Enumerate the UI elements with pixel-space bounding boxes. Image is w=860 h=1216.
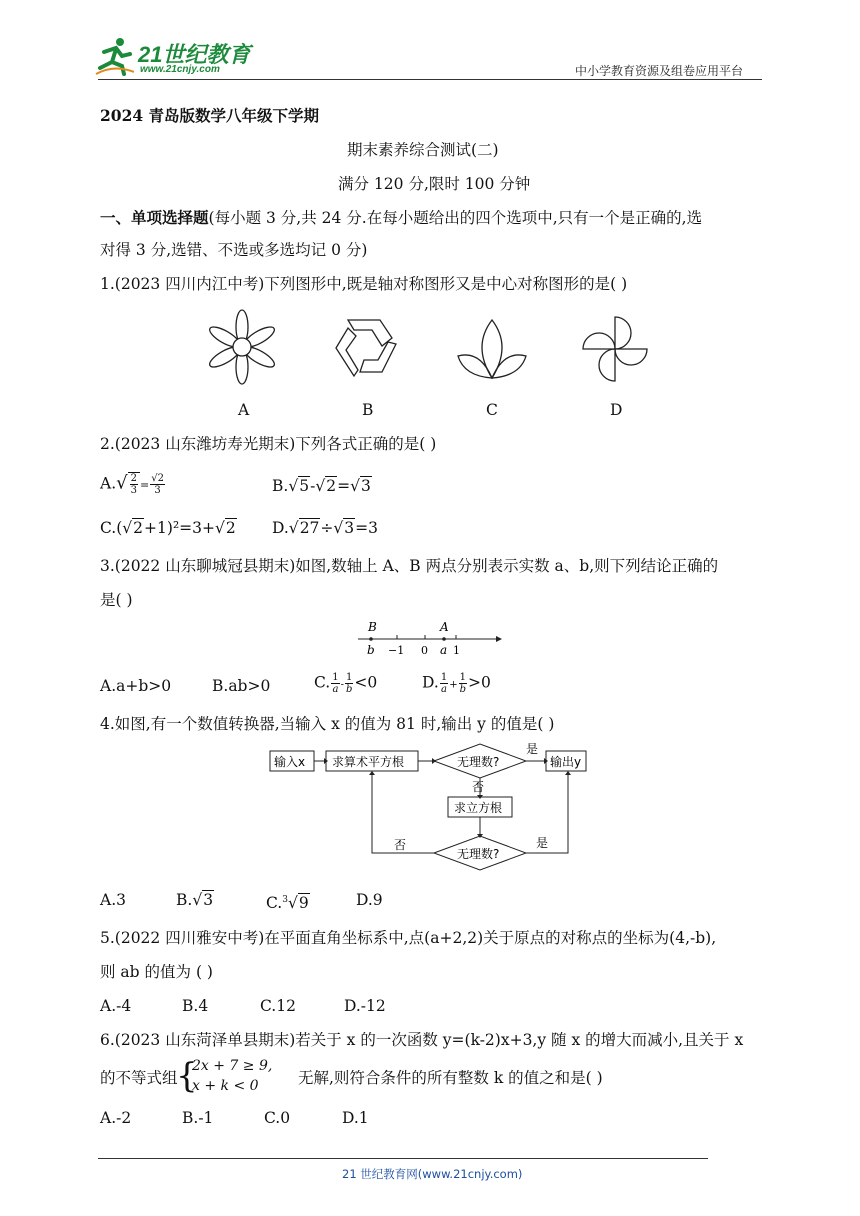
footer-divider <box>98 1158 708 1159</box>
q5-option-d: D.-12 <box>344 997 386 1015</box>
q6-inequality-1: 2x + 7 ≥ 9, <box>192 1058 273 1074</box>
axis-label-one: 1 <box>453 644 460 657</box>
section-heading-bold: 一、单项选择题 <box>100 208 209 227</box>
q6-text-pre: 的不等式组 <box>100 1069 178 1087</box>
flow-output: 输出y <box>550 755 582 769</box>
footer-text: 21 世纪教育网(www.21cnjy.com) <box>342 1167 523 1181</box>
q6-option-d: D.1 <box>342 1109 369 1127</box>
header-divider <box>98 79 762 80</box>
q3-number-line <box>358 618 504 660</box>
axis-label-B: B <box>368 620 377 634</box>
flow-check1: 无理数? <box>457 755 500 769</box>
q5-option-c: C.12 <box>260 997 296 1015</box>
q6-option-c: C.0 <box>264 1109 291 1127</box>
subject-line: 2024 青岛版数学八年级下学期 <box>100 106 320 125</box>
q4-option-a: A.3 <box>100 891 126 909</box>
axis-label-A: A <box>440 620 449 634</box>
header-right-text: 中小学教育资源及组卷应用平台 <box>575 64 744 78</box>
flow-sqrt: 求算术平方根 <box>332 755 405 769</box>
q4-text: 4.如图,有一个数值转换器,当输入 x 的值为 81 时,输出 y 的值是( ) <box>100 715 555 733</box>
q6-brace: { <box>176 1056 198 1096</box>
q6-text-post: 无解,则符合条件的所有整数 k 的值之和是( ) <box>298 1069 603 1087</box>
axis-label-minus1: −1 <box>388 644 405 657</box>
q6-text-line1: 6.(2023 山东菏泽单县期末)若关于 x 的一次函数 y=(k-2)x+3,y 随 x 的增大而减小,且关于 x <box>100 1031 744 1049</box>
q1-label-c: C <box>486 401 498 419</box>
q5-option-b: B.4 <box>182 997 209 1015</box>
flow-yes1: 是 <box>526 742 539 756</box>
q2-option-c: C.(√2+1)²=3+√2 <box>100 519 236 537</box>
logo-sub-text: www.21cnjy.com <box>140 64 220 75</box>
q6-inequality-2: x + k < 0 <box>192 1078 259 1094</box>
q1-figure-a <box>204 309 280 385</box>
section-heading-rest: (每小题 3 分,共 24 分.在每小题给出的四个选项中,只有一个是正确的,选 <box>208 209 703 227</box>
q3-text-line1: 3.(2022 山东聊城冠县期末)如图,数轴上 A、B 两点分别表示实数 a、b,则下列结论正确的 <box>100 557 719 575</box>
page-title: 期末素养综合测试(二) <box>347 141 499 159</box>
axis-label-zero: 0 <box>421 644 428 657</box>
logo <box>94 36 264 80</box>
q3-option-d: D. $\frac{1}{a}$ + $\frac{1}{b}$ >0 <box>422 672 491 695</box>
axis-label-b: b <box>367 643 375 657</box>
q3-option-a: A.a+b>0 <box>100 677 172 695</box>
flow-input: 输入x <box>274 755 306 769</box>
runner-icon <box>94 36 134 76</box>
q6-option-a: A.-2 <box>100 1109 132 1127</box>
q1-label-a: A <box>238 401 250 419</box>
q3-option-b: B.ab>0 <box>212 677 271 695</box>
q5-option-a: A.-4 <box>100 997 132 1015</box>
q1-figure-d <box>578 312 652 386</box>
logo-main-text: 21世纪教育 <box>138 42 251 67</box>
section-heading <box>100 208 702 228</box>
q1-figure-b <box>330 312 406 384</box>
flow-yes2: 是 <box>536 836 549 850</box>
q5-text-line1: 5.(2022 四川雅安中考)在平面直角坐标系中,点(a+2,2)关于原点的对称点的坐标为(4,-b), <box>100 929 717 947</box>
q1-label-b: B <box>362 401 374 419</box>
q2-option-a: A.√ $\frac{2}{3}$ = $\frac{√2}{3}$ <box>100 472 164 496</box>
section-heading-line2: 对得 3 分,选错、不选或多选均记 0 分) <box>100 241 368 259</box>
q5-text-line2: 则 ab 的值为 ( ) <box>100 963 213 981</box>
flow-cbrt: 求立方根 <box>454 801 503 815</box>
q3-text-line2: 是( ) <box>100 591 133 609</box>
q4-flowchart <box>268 740 594 878</box>
flow-no1: 否 <box>472 780 485 794</box>
q2-option-d: D.√27÷√3=3 <box>272 519 379 537</box>
q4-option-b: B.√3 <box>176 891 214 909</box>
q1-figure-c <box>454 316 530 386</box>
flow-no2: 否 <box>394 838 407 852</box>
q1-label-d: D <box>610 401 623 419</box>
q2-option-b: B.√5-√2=√3 <box>272 477 371 495</box>
q4-option-c: C.$^3$√9 <box>266 894 309 913</box>
axis-label-a: a <box>440 643 448 657</box>
flow-check2: 无理数? <box>457 847 500 861</box>
q4-option-d: D.9 <box>356 891 383 909</box>
q3-option-c: C. $\frac{1}{a}$ - $\frac{1}{b}$ <0 <box>314 672 378 695</box>
q6-option-b: B.-1 <box>182 1109 214 1127</box>
q1-text: 1.(2023 四川内江中考)下列图形中,既是轴对称图形又是中心对称图形的是( ) <box>100 275 628 293</box>
q2-text: 2.(2023 山东潍坊寿光期末)下列各式正确的是( ) <box>100 435 437 453</box>
score-info: 满分 120 分,限时 100 分钟 <box>338 175 531 193</box>
